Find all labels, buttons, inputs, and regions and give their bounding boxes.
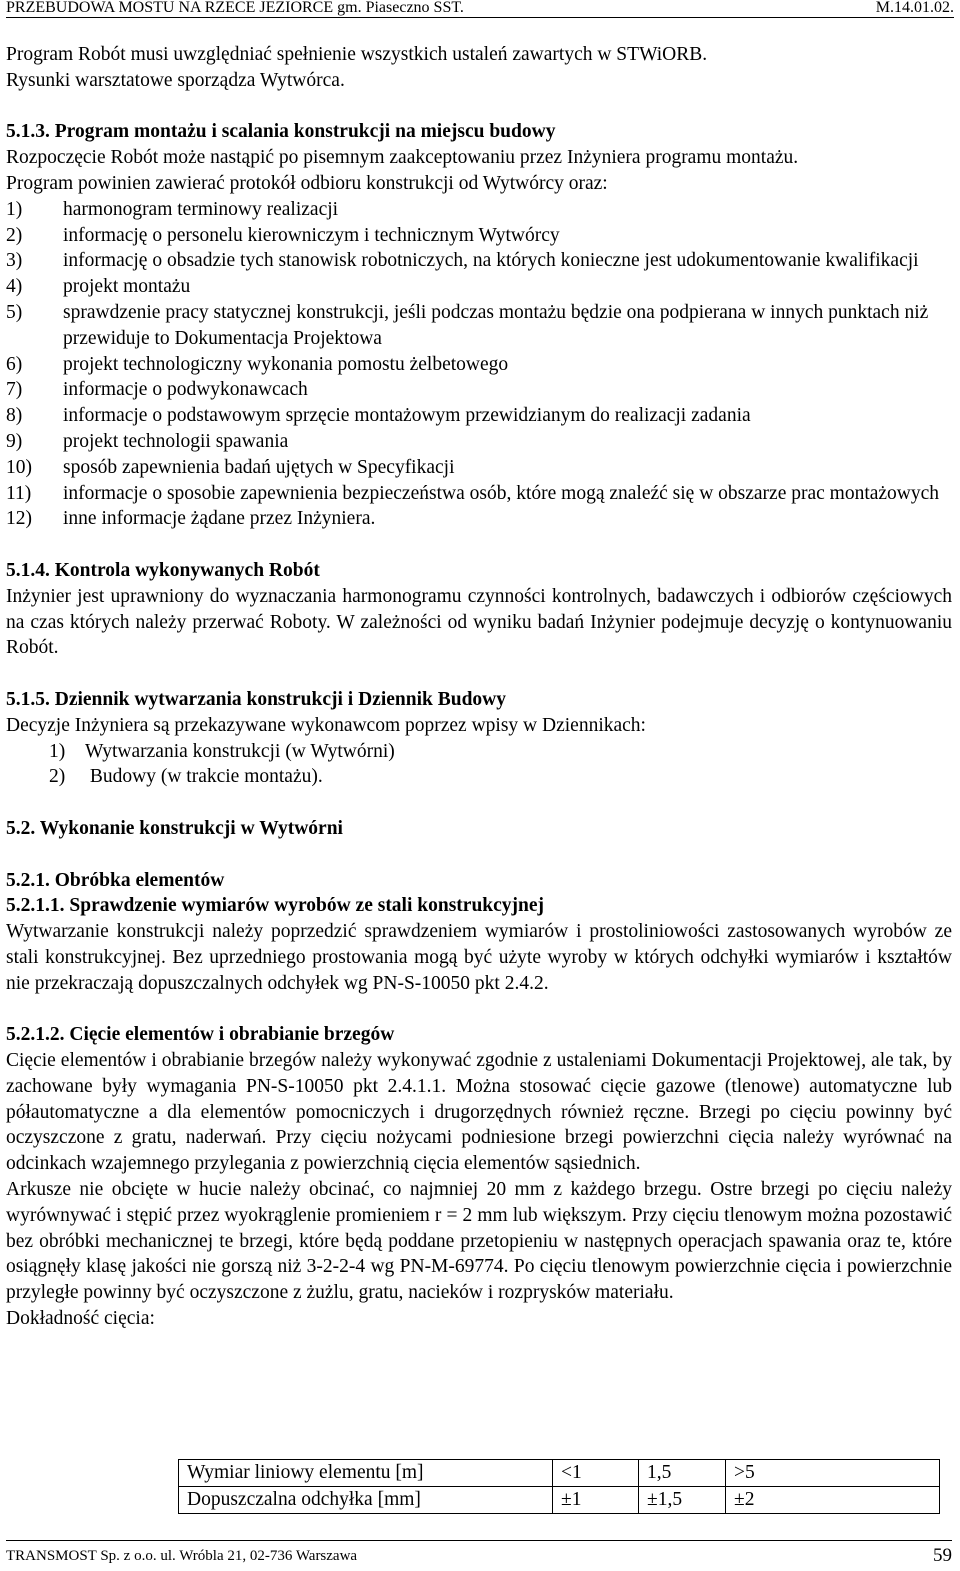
section-heading-5-1-4: 5.1.4. Kontrola wykonywanych Robót bbox=[6, 559, 320, 581]
journals-list bbox=[6, 739, 952, 791]
table-cell: ±2 bbox=[726, 1487, 940, 1514]
header-title: PRZEBUDOWA MOSTU NA RZECE JEZIORCE gm. Piaseczno SST. bbox=[6, 0, 464, 16]
intro-line-1: Program Robót musi uwzględniać spełnienie wszystkich ustaleń zawartych w STWiORB. bbox=[6, 44, 708, 65]
table-cell: >5 bbox=[726, 1460, 940, 1487]
footer-company: TRANSMOST Sp. z o.o. ul. Wróbla 21, 02-736 Warszawa bbox=[6, 1548, 358, 1564]
list-item: 1) harmonogram terminowy realizacji bbox=[6, 198, 339, 220]
section-heading-5-1-3: 5.1.3. Program montażu i scalania konstrukcji na miejscu budowy bbox=[6, 121, 556, 143]
list-item: 12) inne informacje żądane przez Inżyniera. bbox=[6, 508, 376, 530]
section-5-2-1-2-para-1: Cięcie elementów i obrabianie brzegów należy wykonywać zgodnie z ustaleniami Dokumentacji Projektowej, ale tak, by zachowane były wymagania PN-S-10050 pkt 2.4.1.1. Można stosować cięcie gazowe (tlenowe) automatyczne lub półautomatyczne a dla elementów pomocniczych i drugorzędnych również ręczne. Brzegi po cięciu powinny być oczyszczone z gratu, naderwań. Przy cięciu nożycami podniesione brzegi powierzchni cięcia należy wyrównać na odcinkach wzajemnego przylegania z powierzchnią cięcia elementów sąsiednich. bbox=[6, 1050, 952, 1175]
list-item: 6) projekt technologiczny wykonania pomostu żelbetowego bbox=[6, 353, 509, 375]
list-item: 3) informację o obsadzie tych stanowisk robotniczych, na których konieczne jest udokumentowanie kwalifikacji bbox=[6, 250, 919, 272]
section-heading-5-2: 5.2. Wykonanie konstrukcji w Wytwórni bbox=[6, 817, 343, 839]
section-5-1-3-line-2: Program powinien zawierać protokół odbioru konstrukcji od Wytwórcy oraz: bbox=[6, 172, 608, 194]
section-5-2-1-1-text: Wytwarzanie konstrukcji należy poprzedzić sprawdzeniem wymiarów i prostoliniowości zastosowanych wyrobów ze stali konstrukcyjnej. Bez uprzedniego prostowania mogą być użyte wyroby w których odchyłki wymiarów i kształtów nie przekraczają dopuszczalnych odchyłek wg PN-S-10050 pkt 2.4.2. bbox=[6, 921, 952, 994]
list-item: 7) informacje o podwykonawcach bbox=[6, 379, 308, 401]
page-header bbox=[6, 0, 954, 18]
section-5-1-5-text: Decyzje Inżyniera są przekazywane wykonawcom poprzez wpisy w Dziennikach: bbox=[6, 714, 646, 736]
section-heading-5-2-1-1: 5.2.1.1. Sprawdzenie wymiarów wyrobów ze stali konstrukcyjnej bbox=[6, 895, 545, 917]
table-cell: 1,5 bbox=[639, 1460, 726, 1487]
table-cell: ±1 bbox=[553, 1487, 639, 1514]
section-heading-5-2-1: 5.2.1. Obróbka elementów bbox=[6, 869, 225, 891]
list-item: 10) sposób zapewnienia badań ujętych w Specyfikacji bbox=[6, 456, 455, 478]
section-5-2-1-2-para-2: Arkusze nie obcięte w hucie należy obcinać, co najmniej 20 mm z każdego brzegu. Ostre brzegi po cięciu należy wyrównywać i stępić przez wyokrąglenie promieniem r = 2 mm lub większym. Przy cięciu tlenowym można pozostawić bez obróbki mechanicznej te brzegi, które będą poddane przetopieniu w następnych operacjach spawania oraz te, które osiągnęły klasę jakości nie gorszą niż 3-2-2-4 wg PN-M-69774. Po cięciu tlenowym powierzchnie cięcia i powierzchnie przyległe powinny być oczyszczone z żużlu, gratu, nacieków i rozprysków materiału. bbox=[6, 1179, 952, 1304]
list-item: 9) projekt technologii spawania bbox=[6, 430, 289, 452]
table-row bbox=[179, 1487, 940, 1514]
table-cell: ±1,5 bbox=[639, 1487, 726, 1514]
list-item: 2) informację o personelu kierowniczym i technicznym Wytwórcy bbox=[6, 224, 560, 246]
intro-line-2: Rysunki warsztatowe sporządza Wytwórca. bbox=[6, 69, 345, 91]
page-footer bbox=[6, 1540, 952, 1565]
header-spec-code: M.14.01.02. bbox=[875, 0, 954, 16]
cutting-accuracy-label: Dokładność cięcia: bbox=[6, 1308, 155, 1330]
table-row bbox=[179, 1460, 940, 1487]
page-number: 59 bbox=[933, 1545, 952, 1566]
list-item: 11) informacje o sposobie zapewnienia bezpieczeństwa osób, które mogą znaleźć się w obszarze prac montażowych bbox=[6, 482, 940, 504]
section-heading-5-2-1-2: 5.2.1.2. Cięcie elementów i obrabianie brzegów bbox=[6, 1024, 395, 1046]
section-5-1-4-text: Inżynier jest uprawniony do wyznaczania harmonogramu czynności kontrolnych, badawczych i odbiorów częściowych na czas których należy przerwać Roboty. W zależności od wyniku badań Inżynier podejmuje decyzję o kontynuowaniu Robót. bbox=[6, 585, 952, 659]
list-item: 1) Wytwarzania konstrukcji (w Wytwórni) bbox=[49, 740, 395, 762]
list-item: 2) Budowy (w trakcie montażu). bbox=[49, 766, 323, 788]
program-contents-list bbox=[6, 197, 952, 532]
section-heading-5-1-5: 5.1.5. Dziennik wytwarzania konstrukcji i Dziennik Budowy bbox=[6, 688, 507, 710]
table-cell: Wymiar liniowy elementu [m] bbox=[179, 1460, 553, 1487]
list-item: 8) informacje o podstawowym sprzęcie montażowym przewidzianym do realizacji zadania bbox=[6, 405, 751, 427]
section-5-1-3-line-1: Rozpoczęcie Robót może nastąpić po pisemnym zaakceptowaniu przez Inżyniera programu montażu. bbox=[6, 147, 799, 169]
document-body bbox=[6, 42, 952, 1332]
table-cell: Dopuszczalna odchyłka [mm] bbox=[179, 1487, 553, 1514]
table-cell: <1 bbox=[553, 1460, 639, 1487]
cutting-accuracy-table bbox=[178, 1459, 940, 1514]
list-item: 4) projekt montażu bbox=[6, 276, 191, 298]
list-item: 5) sprawdzenie pracy statycznej konstrukcji, jeśli podczas montażu będzie ona podpierana w innych punktach niż przewiduje to Dokumentacja Projektowa bbox=[6, 301, 929, 349]
